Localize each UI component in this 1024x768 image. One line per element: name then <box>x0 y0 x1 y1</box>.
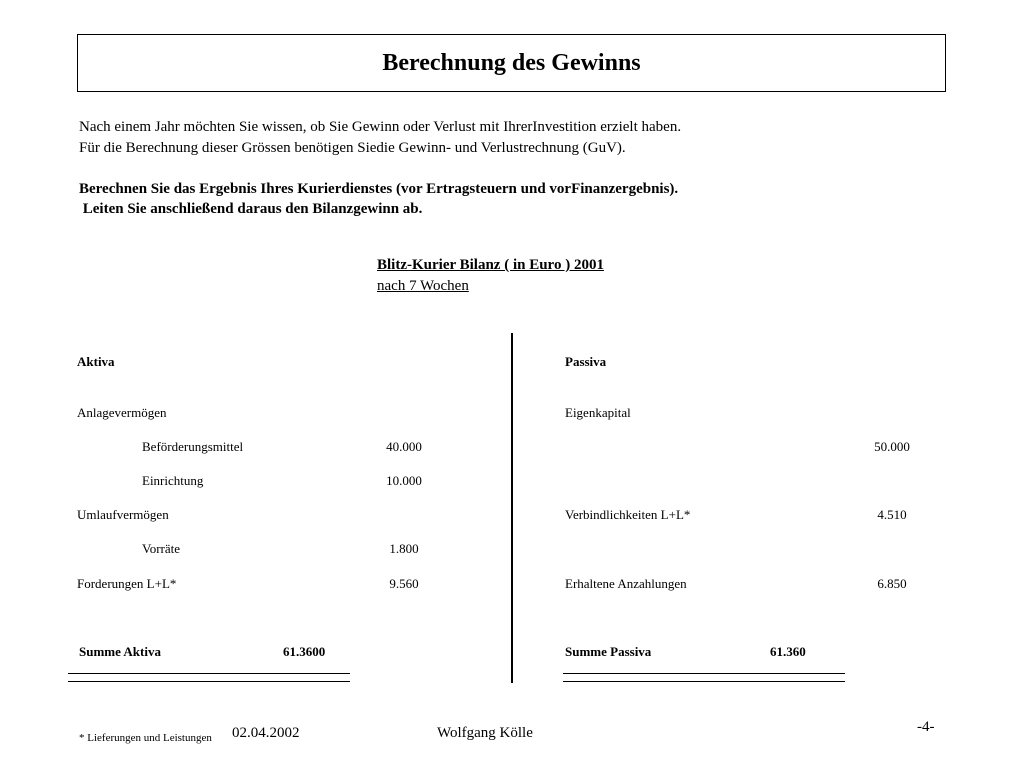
summe-aktiva-value: 61.3600 <box>283 644 326 659</box>
title-box <box>77 34 946 92</box>
einrichtung-label: Einrichtung <box>142 473 204 488</box>
eigenkapital-label: Eigenkapital <box>565 405 631 420</box>
befoerderungsmittel-value: 40.000 <box>386 439 422 454</box>
anlagevermoegen-label: Anlagevermögen <box>77 405 167 420</box>
intro-line-1: Nach einem Jahr möchten Sie wissen, ob Sie Gewinn oder Verlust mit IhrerInvestition erzielt haben. <box>79 119 682 135</box>
page-title: Berechnung des Gewinns <box>382 49 641 76</box>
vorraete-label: Vorräte <box>142 541 181 556</box>
summe-passiva-value: 61.360 <box>770 644 806 659</box>
verbindlichkeiten-value: 4.510 <box>877 507 907 522</box>
anzahlungen-value: 6.850 <box>877 576 907 591</box>
task-line-1: Berechnen Sie das Ergebnis Ihres Kurierdienstes (vor Ertragsteuern und vorFinanzergebnis). <box>79 181 679 197</box>
aktiva-double-line-top <box>68 673 350 674</box>
vorraete-value: 1.800 <box>389 541 419 556</box>
footer-author: Wolfgang Kölle <box>437 725 533 741</box>
footer-date: 02.04.2002 <box>232 725 300 741</box>
einrichtung-value: 10.000 <box>386 473 422 488</box>
befoerderungsmittel-label: Beförderungsmittel <box>142 439 244 454</box>
aktiva-header: Aktiva <box>77 354 115 369</box>
summe-passiva-label: Summe Passiva <box>565 644 652 659</box>
forderungen-value: 9.560 <box>389 576 419 591</box>
balance-subheading: nach 7 Wochen <box>377 278 469 294</box>
page-number: -4- <box>917 719 935 735</box>
intro-line-2: Für die Berechnung dieser Grössen benötigen Siedie Gewinn- und Verlustrechnung (GuV). <box>79 140 626 156</box>
footnote: * Lieferungen und Leistungen <box>79 732 212 744</box>
passiva-header: Passiva <box>565 354 607 369</box>
eigenkapital-value: 50.000 <box>874 439 910 454</box>
summe-aktiva-label: Summe Aktiva <box>79 644 161 659</box>
forderungen-label: Forderungen L+L* <box>77 576 177 591</box>
anzahlungen-label: Erhaltene Anzahlungen <box>565 576 687 591</box>
aktiva-double-line-bottom <box>68 681 350 682</box>
verbindlichkeiten-label: Verbindlichkeiten L+L* <box>565 507 691 522</box>
balance-divider <box>511 333 513 683</box>
passiva-double-line-bottom <box>563 681 845 682</box>
passiva-double-line-top <box>563 673 845 674</box>
umlaufvermoegen-label: Umlaufvermögen <box>77 507 169 522</box>
task-line-2: Leiten Sie anschließend daraus den Bilanzgewinn ab. <box>79 201 423 217</box>
balance-heading: Blitz-Kurier Bilanz ( in Euro ) 2001 <box>377 257 604 273</box>
